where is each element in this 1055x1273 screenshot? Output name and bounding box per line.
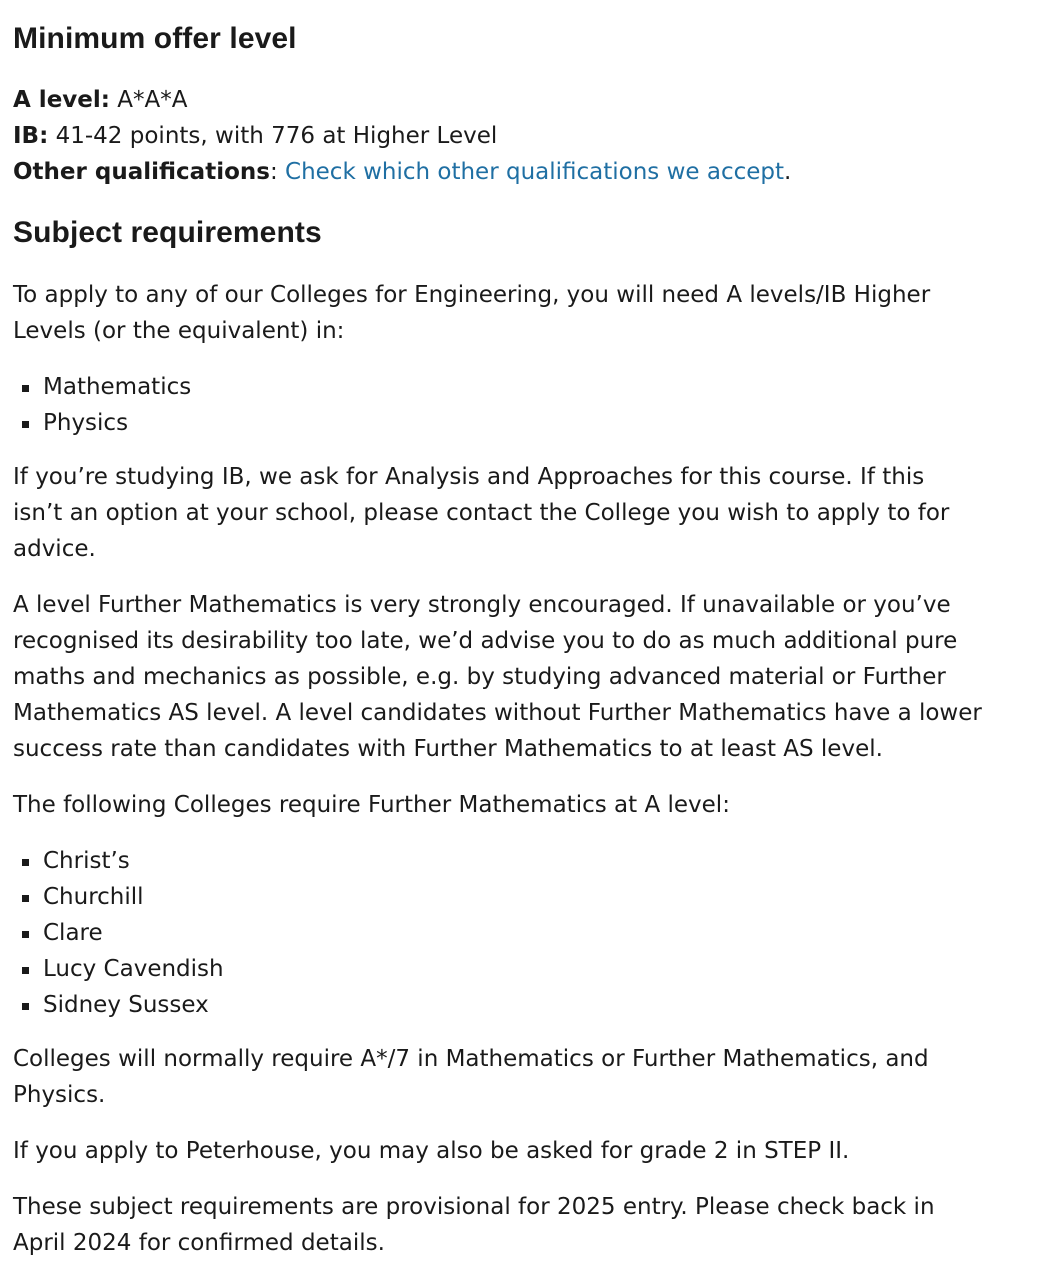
provisional-line: These subject requirements are provisional for 2025 entry. Please check back in [13, 1194, 935, 1220]
intro-paragraph [13, 277, 1043, 349]
other-qualifications-separator: : [269, 159, 286, 185]
list-item-label: Clare [43, 920, 103, 946]
ib-line: If you’re studying IB, we ask for Analysis and Approaches for this course. If this [13, 464, 925, 490]
a-level-row [13, 82, 187, 118]
bullet-icon [22, 859, 29, 866]
further-maths-line: A level Further Mathematics is very strongly encouraged. If unavailable or you’ve [13, 592, 951, 618]
bullet-icon [22, 931, 29, 938]
list-item [13, 879, 224, 915]
list-item [13, 915, 224, 951]
minimum-offer-heading: Minimum offer level [13, 22, 297, 55]
further-maths-line: maths and mechanics as possible, e.g. by studying advanced material or Further [13, 664, 946, 690]
ib-line: isn’t an option at your school, please contact the College you wish to apply to for [13, 500, 950, 526]
required-subjects-list [13, 369, 191, 441]
further-maths-paragraph [13, 587, 1043, 767]
list-item [13, 987, 224, 1023]
grade-paragraph [13, 1041, 1043, 1113]
list-item [13, 369, 191, 405]
list-item-label: Sidney Sussex [43, 992, 209, 1018]
ib-paragraph [13, 459, 1043, 567]
list-item-label: Churchill [43, 884, 144, 910]
other-qualifications-row [13, 154, 791, 190]
list-item-label: Christ’s [43, 848, 130, 874]
bullet-icon [22, 385, 29, 392]
further-maths-line: success rate than candidates with Further Mathematics to at least AS level. [13, 736, 883, 762]
other-qualifications-label: Other qualifications [13, 159, 270, 185]
list-item-label: Physics [43, 410, 129, 436]
bullet-icon [22, 421, 29, 428]
a-level-label: A level: [13, 87, 110, 113]
intro-line: To apply to any of our Colleges for Engineering, you will need A levels/IB Higher [13, 282, 931, 308]
list-item [13, 405, 191, 441]
bullet-icon [22, 1003, 29, 1010]
ib-label: IB: [13, 123, 49, 149]
list-item-label: Mathematics [43, 374, 192, 400]
colleges-intro: The following Colleges require Further Mathematics at A level: [13, 792, 730, 818]
subject-requirements-heading: Subject requirements [13, 216, 322, 249]
colleges-list [13, 843, 224, 1023]
further-maths-line: recognised its desirability too late, we’d advise you to do as much additional pure [13, 628, 958, 654]
grade-line: Colleges will normally require A*/7 in Mathematics or Further Mathematics, and [13, 1046, 929, 1072]
provisional-line: April 2024 for confirmed details. [13, 1230, 385, 1256]
bullet-icon [22, 967, 29, 974]
a-level-value: A*A*A [117, 87, 188, 113]
grade-line: Physics. [13, 1082, 106, 1108]
other-qualifications-end: . [784, 159, 792, 185]
ib-value: 41-42 points, with 776 at Higher Level [55, 123, 498, 149]
other-qualifications-link[interactable]: Check which other qualifications we accept [285, 159, 785, 185]
provisional-paragraph [13, 1189, 1043, 1261]
list-item-label: Lucy Cavendish [43, 956, 224, 982]
peterhouse-paragraph: If you apply to Peterhouse, you may also be asked for grade 2 in STEP II. [13, 1138, 850, 1164]
intro-line: Levels (or the equivalent) in: [13, 318, 345, 344]
list-item [13, 843, 224, 879]
ib-line: advice. [13, 536, 96, 562]
bullet-icon [22, 895, 29, 902]
ib-row [13, 118, 497, 154]
list-item [13, 951, 224, 987]
further-maths-line: Mathematics AS level. A level candidates without Further Mathematics have a lower [13, 700, 982, 726]
